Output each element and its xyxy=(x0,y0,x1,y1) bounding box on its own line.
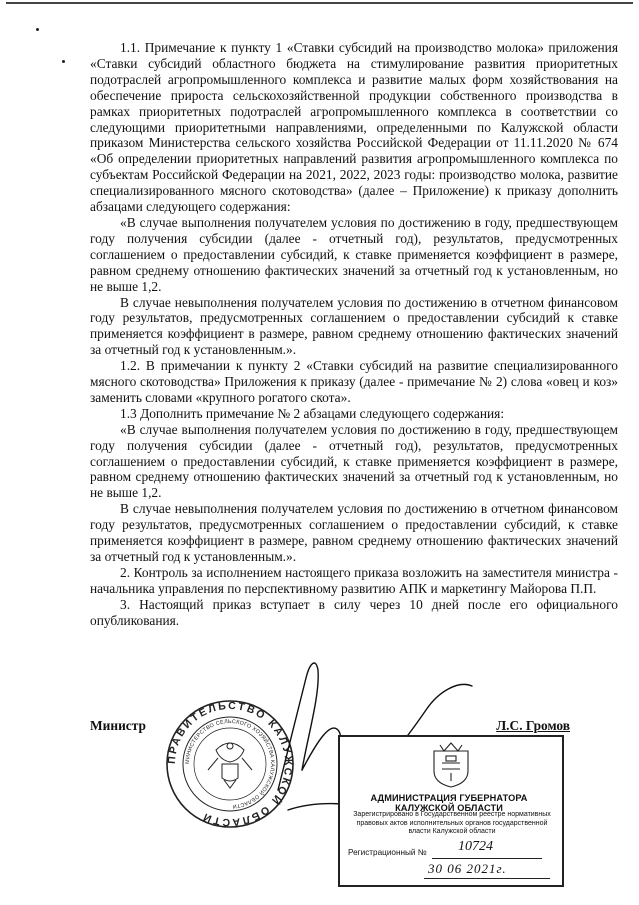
stamp-admin-title: АДМИНИСТРАЦИЯ ГУБЕРНАТОРА КАЛУЖСКОЙ ОБЛАСТИ xyxy=(370,793,528,813)
paragraph-quote-3: «В случае выполнения получателем условия по достижению в году, предшествующем году получения субсидии (далее - отчетный год), результатов, предусмотренных соглашением о предоставлении субсидий, к ставке применяется коэффициент в размере, равном среднему отношению фактических значений за отчетный год к установленным, но не выше 1,2. xyxy=(90,421,618,501)
stamp-date: 30 06 2021г. xyxy=(428,861,507,876)
scan-speck xyxy=(62,60,65,63)
paragraph-3: 3. Настоящий приказ вступает в силу через 10 дней после его официального опубликования. xyxy=(90,596,618,628)
signer-title: Министр xyxy=(90,718,146,733)
paragraph-quote-2: В случае невыполнения получателем условия по достижению в отчетном финансовом году результатов, предусмотренных соглашением о предоставлении субсидий к ставке применяется коэффициент в размере, равном среднему отношению фактических значений за отчетный год к установленным.». xyxy=(90,294,618,358)
seal-ring-text: ПРАВИТЕЛЬСТВО КАЛУЖСКОЙ ОБЛАСТИ xyxy=(165,699,295,829)
stamp-underline xyxy=(424,878,550,879)
stamp-description: Зарегистрировано в Государственном реестре нормативных правовых актов исполнительных органов государственной власти Калужской области xyxy=(353,811,551,836)
seal-inner-text: МИНИСТЕРСТВО СЕЛЬСКОГО ХОЗЯЙСТВА КАЛУЖСКОЙ ОБЛАСТИ xyxy=(184,718,276,809)
scan-speck xyxy=(36,28,39,31)
paragraph-1-3: 1.3 Дополнить примечание № 2 абзацами следующего содержания: xyxy=(120,405,505,421)
coat-of-arms-icon xyxy=(428,741,474,789)
paragraph-quote-1: «В случае выполнения получателем условия по достижению в году, предшествующем году получения субсидии (далее - отчетный год), результатов, предусмотренных соглашением о предоставлении субсидий, к ставке применяется коэффициент в размере, равном среднему отношению фактических значений за отчетный год к установленным, но не выше 1,2. xyxy=(90,214,618,294)
paragraph-quote-4: В случае невыполнения получателем условия по достижению в отчетном финансовом году результатов, предусмотренных соглашением о предоставлении субсидий, к ставке применяется коэффициент в размере, равном среднему отношению фактических значений за отчетный год к установленным.». xyxy=(90,501,618,564)
paragraph-1-1: 1.1. Примечание к пункту 1 «Ставки субсидий на производство молока» приложения «Ставки субсидий областного бюджета на стимулирование развития приоритетных подотраслей агропромышленного комплекса и развитие малых форм хозяйствования на обеспечение прироста сельскохозяйственной продукции собственного производства в рамках приоритетных подотраслей агропромышленного комплекса в соответствии со следующими приоритетными направлениями, определенными по Калужской области приказом Министерства сельского хозяйства Российской Федерации от 11.11.2020 № 674 «Об определении приоритетных направлений развития агропромышленного комплекса по субъектам Российской Федерации на 2021, 2022, 2023 годы: производство молока, развитие специализированного мясного скотоводства» (далее – Приложение) к приказу дополнить абзацами следующего содержания: xyxy=(90,40,618,215)
stamp-underline xyxy=(432,858,542,859)
paragraph-2: 2. Контроль за исполнением настоящего приказа возложить на заместителя министра - начальника управления по перспективному развитию АПК и маркетингу Майорова П.П. xyxy=(90,564,618,596)
stamp-reg-label: Регистрационный № xyxy=(348,848,427,857)
signer-name: Л.С. Громов xyxy=(496,718,570,733)
top-border-line xyxy=(6,2,633,4)
stamp-reg-number: 10724 xyxy=(458,839,493,854)
registration-stamp xyxy=(338,735,564,887)
paragraph-1-2: 1.2. В примечании к пункту 2 «Ставки субсидий на развитие специализированного мясного скотоводства» Приложения к приказу (далее - примечание № 2) слова «овец и коз» заменить словами «крупного рогатого скота». xyxy=(90,358,618,405)
document-body xyxy=(90,40,618,629)
